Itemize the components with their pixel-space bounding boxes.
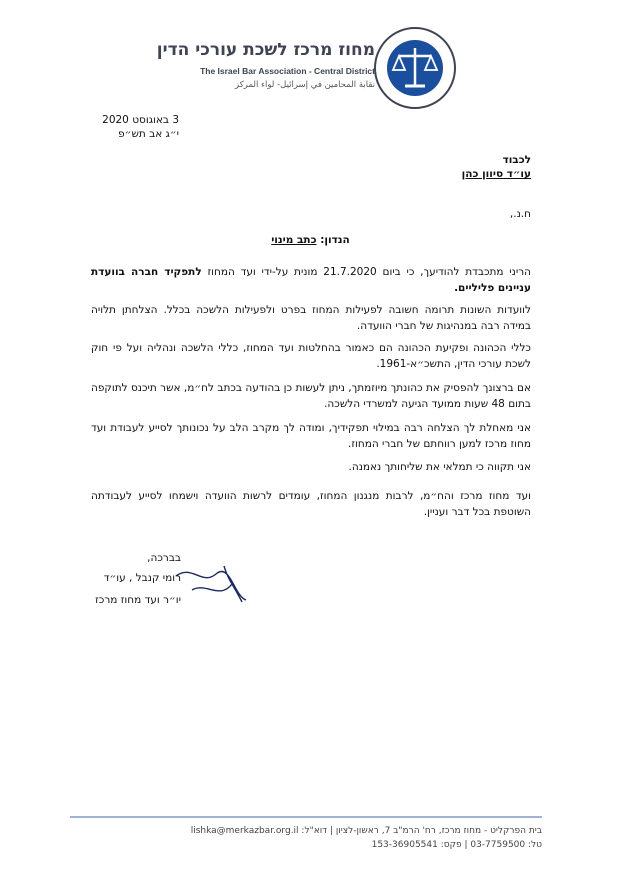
recipient-salutation: לכבוד xyxy=(502,154,531,166)
scales-of-justice-seal-icon xyxy=(373,26,457,110)
subject-line xyxy=(0,234,621,246)
greeting: ח.נ., xyxy=(509,208,531,220)
org-name-arabic: نقابة المحامين في إسرائيل- لواء المركز xyxy=(235,80,375,90)
paragraph-resignation: אם ברצונך להפסיק את כהונתך מיוזמתך, ניתן לעשות כן בהודעה בכתב לח״מ, אשר תיכנס לתוקפה בתום 48 שעות ממועד הגיעה למשרדי הלשכה. xyxy=(91,382,531,410)
signer-name: רומי קנבל , עו״ד xyxy=(103,572,181,584)
letterhead-logo xyxy=(156,26,465,110)
closing: בברכה, xyxy=(147,552,181,564)
subject-prefix: הנדון: xyxy=(320,234,350,246)
handwritten-signature xyxy=(172,556,250,606)
letter-date-gregorian: 3 באוגוסט 2020 xyxy=(102,114,179,126)
paragraph-hope: אני תקווה כי תמלאי את שליחותך נאמנה. xyxy=(348,461,531,473)
org-name-hebrew: מחוז מרכז לשכת עורכי הדין xyxy=(156,40,375,60)
footer-address: בית הפרקליט - מחוז מרכז, רח' הרמ"ב 7, ראשון-לציון | דוא"ל: lishka@merkazbar.org.il xyxy=(190,826,542,836)
paragraph-appointment-text: הריני מתכבדת להודיעך, כי ביום 21.7.2020 מונית על-ידי ועד המחוז xyxy=(201,266,531,278)
paragraph-wishes: אני מאחלת לך הצלחה רבה במילוי תפקידיך, ומודה לך מקרב הלב על נכונותך לסייע לעבודת ועד מחוז מרכז למען רווחתם של חברי המחוז. xyxy=(91,422,531,450)
signer-title: יו״ר ועד מחוז מרכז xyxy=(95,594,181,606)
paragraph-term-rules: כללי הכהונה ופקיעת הכהונה הם כאמור בהחלטות ועד המחוז, כללי הלשכה ונהליה ועל פי חוק לשכת עורכי הדין, התשכ״א-1961. xyxy=(91,342,531,370)
letter-date-hebrew: י״ג אב תש״פ xyxy=(118,128,179,140)
recipient-name: עו״ד סיוון כהן xyxy=(461,168,531,180)
subject-value: כתב מינוי xyxy=(271,234,317,246)
footer-phone-fax: טל: 03-7759500 | פקס: 153-36905541 xyxy=(371,840,542,850)
paragraph-committees: לוועדות השונות תרומה חשובה לפעילות המחוז בפרט ולפעילות הלשכה בכלל. הצלחתן תלויה במידה רבה במנהיגות של חברי הוועדה. xyxy=(91,304,531,332)
org-name-english: The Israel Bar Association - Central District xyxy=(200,66,375,76)
paragraph-appointment xyxy=(91,264,531,296)
paragraph-support: ועד מחוז מרכז והח״מ, לרבות מנגנון המחוז, עומדים לרשות הוועדה וישמחו לסייע לעבודתה השוטפת בכל דבר ועניין. xyxy=(91,490,531,518)
paragraph-appointment-role: לתפקיד חברה בוועדת עניינים פליליים. xyxy=(91,266,531,294)
footer-divider xyxy=(70,816,542,818)
